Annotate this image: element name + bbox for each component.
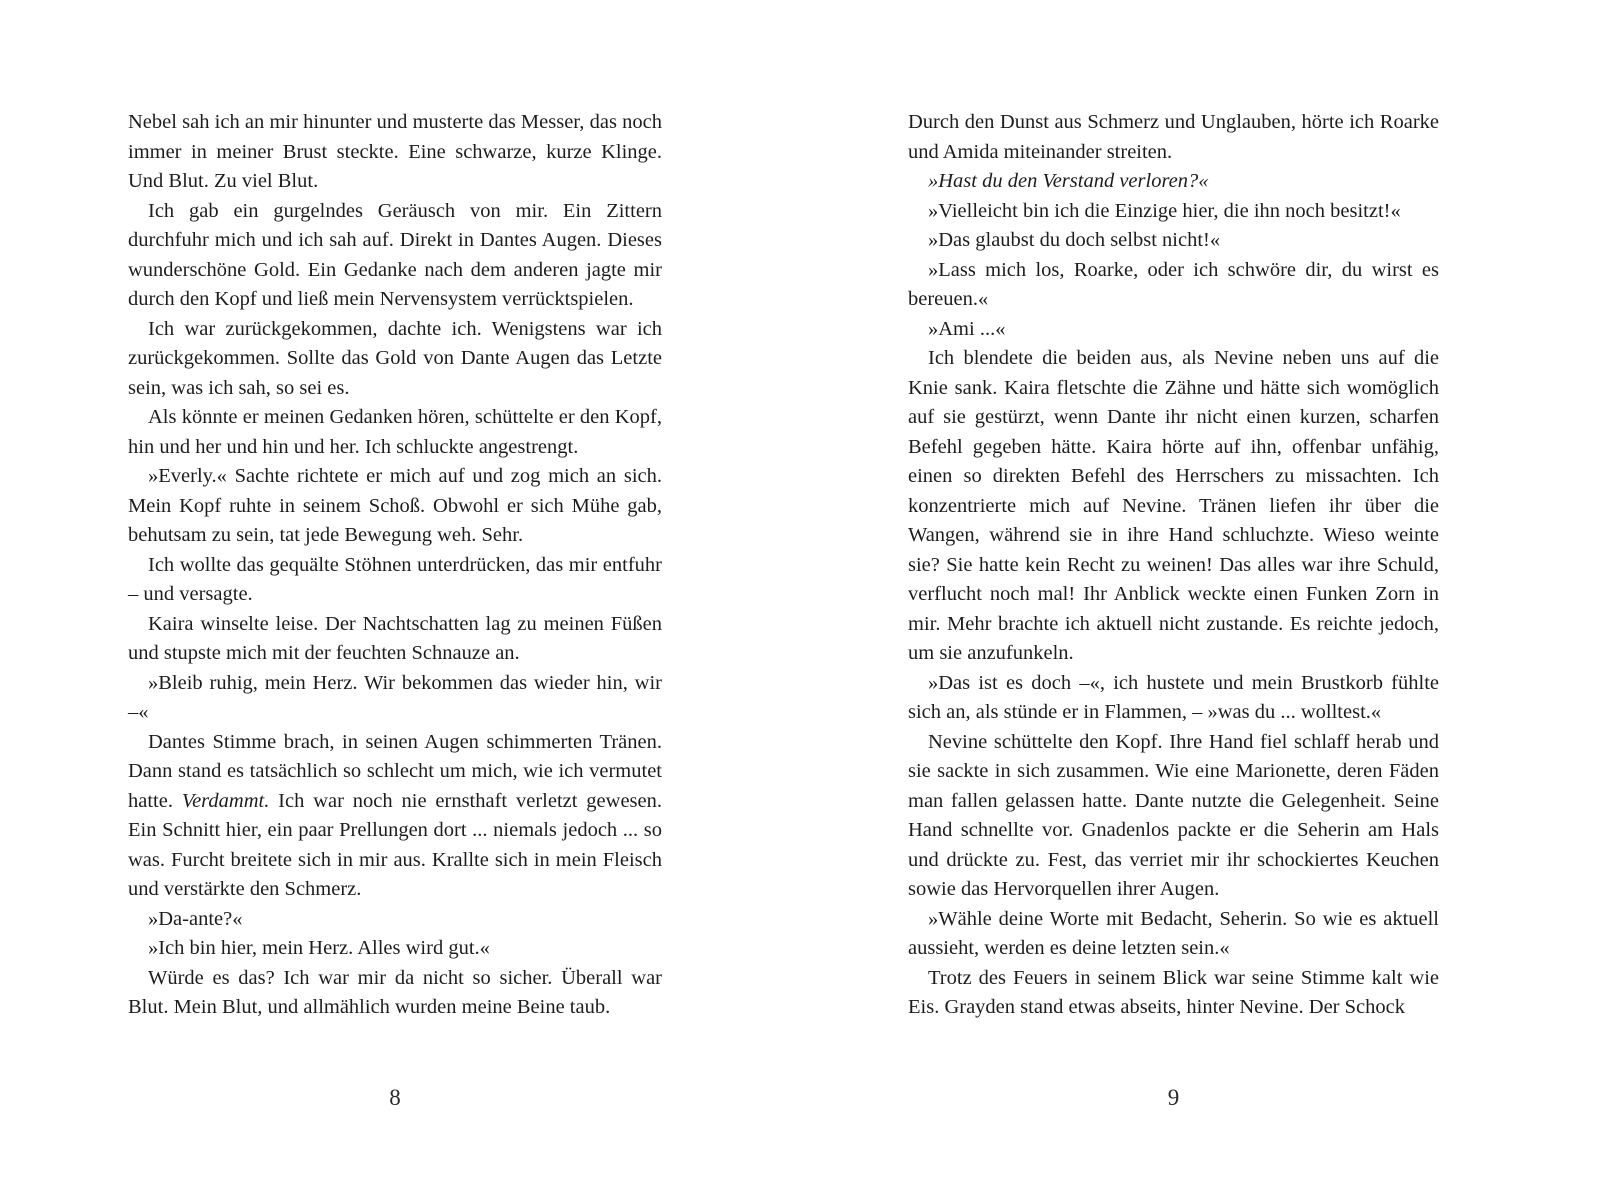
text-run: »Vielleicht bin ich die Einzige hier, die ihn noch besitzt!« <box>928 199 1401 222</box>
page-left <box>128 108 662 1186</box>
paragraph <box>128 728 662 905</box>
text-run: »Da-ante?« <box>148 907 243 930</box>
paragraph <box>908 256 1439 315</box>
text-run: Würde es das? Ich war mir da nicht so sicher. Überall war Blut. Mein Blut, und allmählich wurden meine Beine taub. <box>128 966 662 1018</box>
text-run: Ich war noch nie ernsthaft verletzt gewesen. Ein Schnitt hier, ein paar Prellungen dort ... niemals jedoch ... so was. Furcht breitete sich in mir aus. Krallte sich in mein Fleisch und verstärkte den Schmerz. <box>128 789 662 900</box>
paragraph <box>128 669 662 728</box>
paragraph <box>128 551 662 610</box>
text-run: Ich blendete die beiden aus, als Nevine neben uns auf die Knie sank. Kaira fletschte die Zähne und hätte sich womöglich auf sie gestürzt, wenn Dante ihr nicht einen kurzen, scharfen Befehl gegeben hätte. Kaira hörte auf ihn, offenbar unfähig, einen so direkten Befehl des Herrschers zu missachten. Ich konzentrierte mich auf Nevine. Tränen liefen ihr über die Wangen, während sie in ihre Hand schluchzte. Wieso weinte sie? Sie hatte kein Recht zu weinen! Das alles war ihre Schuld, verflucht noch mal! Ihr Anblick weckte einen Funken Zorn in mir. Mehr brachte ich aktuell nicht zustande. Es reichte jedoch, um sie anzufunkeln. <box>908 347 1439 664</box>
paragraph <box>128 610 662 669</box>
text-run: Dantes Stimme brach, in seinen Augen schimmerten Tränen. Dann stand es tatsächlich so schlecht um mich, wie ich vermutet hatte. <box>128 730 662 812</box>
italic-text-run: »Hast du den Verstand verloren?« <box>928 170 1209 192</box>
paragraph <box>908 226 1439 256</box>
paragraph <box>128 934 662 964</box>
text-run: Durch den Dunst aus Schmerz und Unglauben, hörte ich Roarke und Amida miteinander streiten. <box>908 111 1439 163</box>
page-left-text <box>128 108 662 1023</box>
text-run: »Everly.« Sachte richtete er mich auf und zog mich an sich. Mein Kopf ruhte in seinem Schoß. Obwohl er sich Mühe gab, behutsam zu sein, tat jede Bewegung weh. Sehr. <box>128 465 662 546</box>
paragraph <box>908 108 1439 167</box>
paragraph <box>128 964 662 1023</box>
paragraph <box>128 462 662 551</box>
text-run: »Das glaubst du doch selbst nicht!« <box>928 229 1221 251</box>
text-run: »Ami ...« <box>928 317 1006 340</box>
text-run: Ich wollte das gequälte Stöhnen unterdrücken, das mir entfuhr – und versagte. <box>128 553 662 605</box>
page-left-number: 8 <box>389 1085 401 1110</box>
text-run: »Bleib ruhig, mein Herz. Wir bekommen das wieder hin, wir –« <box>128 671 662 723</box>
paragraph <box>908 669 1439 728</box>
paragraph <box>908 905 1439 964</box>
paragraph <box>908 197 1439 227</box>
text-run: Trotz des Feuers in seinem Blick war seine Stimme kalt wie Eis. Grayden stand etwas abseits, hinter Nevine. Der Schock <box>908 966 1439 1018</box>
text-run: »Das ist es doch –«, ich hustete und mein Brustkorb fühlte sich an, als stünde er in Flammen, – »was du ... wolltest.« <box>908 671 1439 723</box>
text-run: Ich gab ein gurgelndes Geräusch von mir. Ein Zittern durchfuhr mich und ich sah auf. Direkt in Dantes Augen. Dieses wunderschöne Gold. Ein Gedanke nach dem anderen jagte mir durch den Kopf und ließ mein Nervensystem verrücktspielen. <box>128 199 662 310</box>
paragraph <box>128 315 662 404</box>
text-run: Nebel sah ich an mir hinunter und musterte das Messer, das noch immer in meiner Brust steckte. Eine schwarze, kurze Klinge. Und Blut. Zu viel Blut. <box>128 111 662 192</box>
paragraph <box>128 108 662 197</box>
italic-text-run: Verdammt. <box>181 789 270 812</box>
paragraph <box>908 344 1439 669</box>
page-right-number: 9 <box>1167 1085 1180 1110</box>
text-run: »Wähle deine Worte mit Bedacht, Seherin. So wie es aktuell aussieht, werden es deine letzten sein.« <box>908 907 1439 959</box>
paragraph <box>908 315 1439 345</box>
paragraph <box>128 197 662 315</box>
text-run: Nevine schüttelte den Kopf. Ihre Hand fiel schlaff herab und sie sackte in sich zusammen. Wie eine Marionette, deren Fäden man fallen gelassen hatte. Dante nutzte die Gelegenheit. Seine Hand schnellte vor. Gnadenlos packte er die Seherin am Hals und drückte zu. Fest, das verriet mir ihr schockiertes Keuchen sowie das Hervorquellen ihrer Augen. <box>908 730 1439 900</box>
text-run: »Ich bin hier, mein Herz. Alles wird gut.« <box>148 937 490 959</box>
text-run: »Lass mich los, Roarke, oder ich schwöre dir, du wirst es bereuen.« <box>908 258 1439 310</box>
text-run: Als könnte er meinen Gedanken hören, schüttelte er den Kopf, hin und her und hin und her. Ich schluckte angestrengt. <box>128 406 662 458</box>
page-right-text <box>908 108 1439 1023</box>
paragraph <box>908 167 1439 197</box>
paragraph <box>128 403 662 462</box>
text-run: Kaira winselte leise. Der Nachtschatten lag zu meinen Füßen und stupste mich mit der feuchten Schnauze an. <box>128 612 662 664</box>
page-right <box>908 108 1439 1186</box>
paragraph <box>908 964 1439 1023</box>
paragraph <box>128 905 662 935</box>
paragraph <box>908 728 1439 905</box>
text-run: Ich war zurückgekommen, dachte ich. Wenigstens war ich zurückgekommen. Sollte das Gold von Dante Augen das Letzte sein, was ich sah, so sei es. <box>128 317 662 399</box>
